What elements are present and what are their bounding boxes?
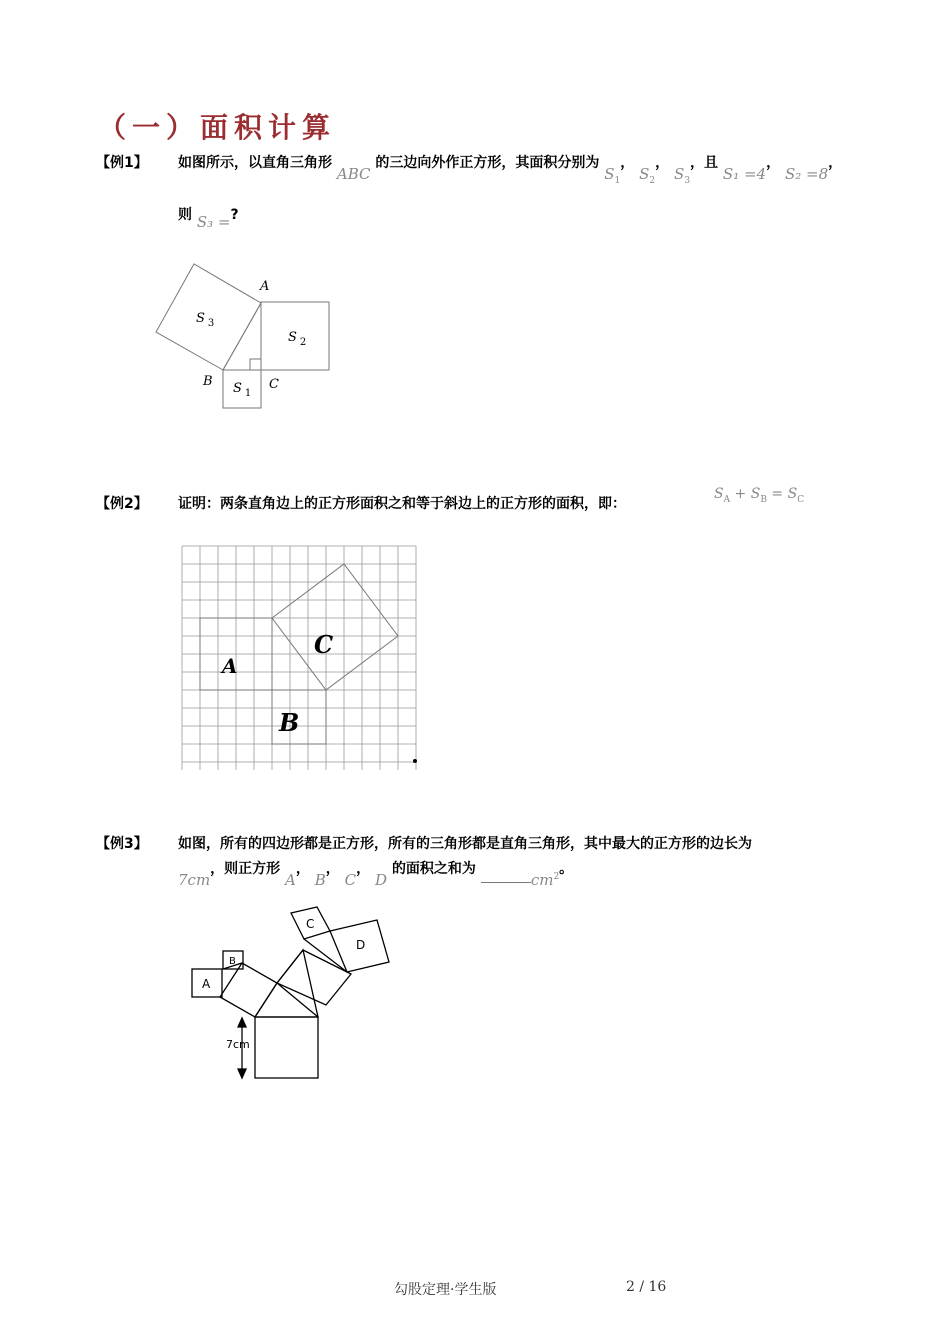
fig3-label-d: D bbox=[356, 938, 366, 952]
example-2-text: 证明：两条直角边上的正方形面积之和等于斜边上的正方形的面积，即： bbox=[178, 496, 626, 512]
ex1-text-c: ，且 bbox=[690, 155, 719, 171]
ex1-eq2: S₂ =8 bbox=[784, 165, 829, 183]
fig1-label-s3: S $_3$ bbox=[196, 311, 215, 329]
footer-page-number: 2 / 16 bbox=[626, 1279, 667, 1295]
square-s3 bbox=[156, 264, 261, 370]
ex3-b: B bbox=[314, 871, 326, 889]
fig1-label-b: B bbox=[203, 374, 213, 389]
ex3-d: D bbox=[375, 871, 388, 889]
ex1-line2-a: 则 bbox=[178, 207, 192, 223]
ex1-s2: $S_2$ bbox=[639, 165, 656, 186]
fig1-label-c: C bbox=[269, 377, 279, 392]
fig1-label-a: A bbox=[260, 279, 270, 294]
example-1-label: 【例1】 bbox=[96, 155, 148, 171]
ex2-formula: $S_A + S_B = S_C$ bbox=[714, 486, 805, 505]
ex3-length: 7cm bbox=[178, 871, 211, 889]
ex1-triangle: ABC bbox=[336, 165, 371, 183]
ex1-s1: $S_1$ bbox=[604, 165, 621, 186]
example-2-label: 【例2】 bbox=[96, 496, 148, 512]
ex1-s3-eq: S₃ = bbox=[196, 213, 231, 231]
footer-title: 勾股定理·学生版 bbox=[394, 1282, 497, 1298]
ex1-comma-end: ， bbox=[828, 155, 843, 171]
left-square bbox=[220, 963, 277, 1017]
ex1-eq1: S₁ =4 bbox=[722, 165, 767, 183]
ex1-text-a: 如图所示，以直角三角形 bbox=[178, 155, 332, 171]
fig3-label-a: A bbox=[202, 977, 211, 991]
ex3-line2-b: 的面积之和为 bbox=[391, 861, 476, 877]
fig1-label-s1: S $_1$ bbox=[233, 381, 252, 399]
arrow-up bbox=[238, 1018, 246, 1027]
ex1-text-b: 的三边向外作正方形，其面积分别为 bbox=[375, 155, 600, 171]
ex1-sep3: ， bbox=[766, 155, 781, 171]
example-3-line-2: 7cm，则正方形 A， B， C， D 的面积之和为 $cm^2$。 bbox=[178, 861, 574, 889]
ex3-unit: $cm^2$ bbox=[530, 871, 560, 889]
largest-square bbox=[255, 1017, 318, 1078]
figure-2-grid bbox=[178, 542, 424, 770]
arrow-down bbox=[238, 1069, 246, 1078]
ex1-sep1: ， bbox=[620, 155, 635, 171]
ex3-period: 。 bbox=[559, 861, 574, 877]
grid-corner-dot bbox=[413, 759, 417, 763]
answer-blank bbox=[481, 868, 531, 883]
fig3-label-c: C bbox=[306, 917, 315, 931]
ex3-line2-a: ，则正方形 bbox=[210, 861, 281, 877]
square-s1 bbox=[223, 370, 261, 408]
ex3-c: C bbox=[344, 871, 357, 889]
fig2-label-c: C bbox=[314, 630, 334, 659]
ex1-sep2: ， bbox=[655, 155, 670, 171]
fig3-label-b: B bbox=[229, 956, 236, 967]
square-c bbox=[272, 564, 398, 690]
ex1-question: ? bbox=[230, 207, 239, 223]
section-title: （一）面积计算 bbox=[98, 111, 337, 144]
example-1-line-1 bbox=[178, 152, 843, 186]
ex3-a: A bbox=[285, 871, 296, 889]
ex1-s3: $S_3$ bbox=[674, 165, 691, 186]
figure-3 bbox=[180, 905, 400, 1085]
top-triangles bbox=[255, 950, 318, 1017]
fig3-label-length: 7cm bbox=[226, 1038, 250, 1051]
figure-1 bbox=[150, 258, 350, 418]
example-1-line-2 bbox=[178, 204, 239, 231]
right-angle-mark bbox=[250, 359, 261, 370]
example-3-line-1: 如图，所有的四边形都是正方形，所有的三角形都是直角三角形，其中最大的正方形的边长为 bbox=[178, 836, 752, 852]
fig1-label-s2: S $_2$ bbox=[288, 330, 307, 348]
fig2-label-b: B bbox=[279, 708, 300, 737]
example-3-label: 【例3】 bbox=[96, 836, 148, 852]
fig2-label-a: A bbox=[222, 654, 238, 678]
